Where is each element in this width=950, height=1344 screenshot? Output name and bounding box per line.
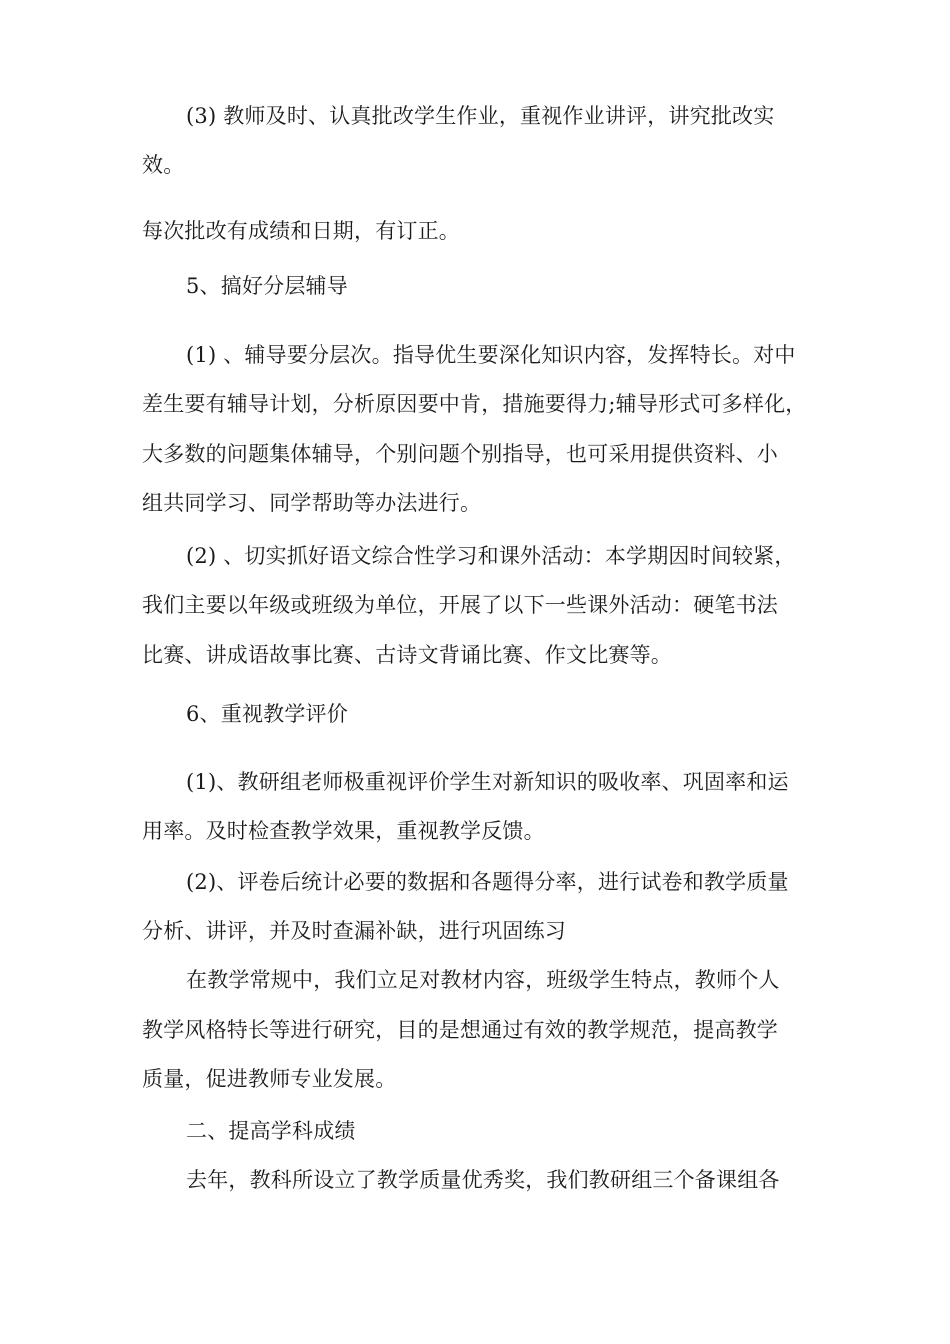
paragraph-line: 每次批改有成绩和日期，有订正。 bbox=[142, 219, 460, 243]
paragraph-line: 质量，促进教师专业发展。 bbox=[142, 1067, 397, 1091]
section-heading: 二、提高学科成绩 bbox=[186, 1119, 356, 1143]
paragraph-line: (3) 教师及时、认真批改学生作业，重视作业讲评，讲究批改实 bbox=[186, 104, 775, 128]
paragraph-line: 教学风格特长等进行研究，目的是想通过有效的教学规范，提高教学 bbox=[142, 1018, 778, 1042]
paragraph-line: (2) 、切实抓好语文综合性学习和课外活动：本学期因时间较紧， bbox=[186, 544, 796, 568]
paragraph-line: 效。 bbox=[142, 153, 185, 177]
paragraph-line: 组共同学习、同学帮助等办法进行。 bbox=[142, 491, 482, 515]
section-heading: 5、搞好分层辅导 bbox=[186, 274, 348, 298]
paragraph-line: 差生要有辅导计划，分析原因要中肯，措施要得力;辅导形式可多样化， bbox=[142, 392, 807, 416]
paragraph-line: 分析、讲评，并及时查漏补缺，进行巩固练习 bbox=[142, 919, 566, 943]
paragraph-line: 去年，教科所设立了教学质量优秀奖，我们教研组三个备课组各 bbox=[186, 1168, 780, 1192]
paragraph-line: 大多数的问题集体辅导，个别问题个别指导，也可采用提供资料、小 bbox=[142, 442, 778, 466]
paragraph-line: 我们主要以年级或班级为单位，开展了以下一些课外活动：硬笔书法 bbox=[142, 593, 778, 617]
paragraph-line: (2)、评卷后统计必要的数据和各题得分率，进行试卷和教学质量 bbox=[186, 870, 789, 894]
paragraph-line: 比赛、讲成语故事比赛、古诗文背诵比赛、作文比赛等。 bbox=[142, 643, 672, 667]
section-heading: 6、重视教学评价 bbox=[186, 702, 348, 726]
paragraph-line: (1) 、辅导要分层次。指导优生要深化知识内容，发挥特长。对中 bbox=[186, 343, 796, 367]
paragraph-line: 在教学常规中，我们立足对教材内容，班级学生特点，教师个人 bbox=[186, 968, 780, 992]
paragraph-line: (1)、教研组老师极重视评价学生对新知识的吸收率、巩固率和运 bbox=[186, 770, 789, 794]
paragraph-line: 用率。及时检查教学效果，重视教学反馈。 bbox=[142, 819, 545, 843]
